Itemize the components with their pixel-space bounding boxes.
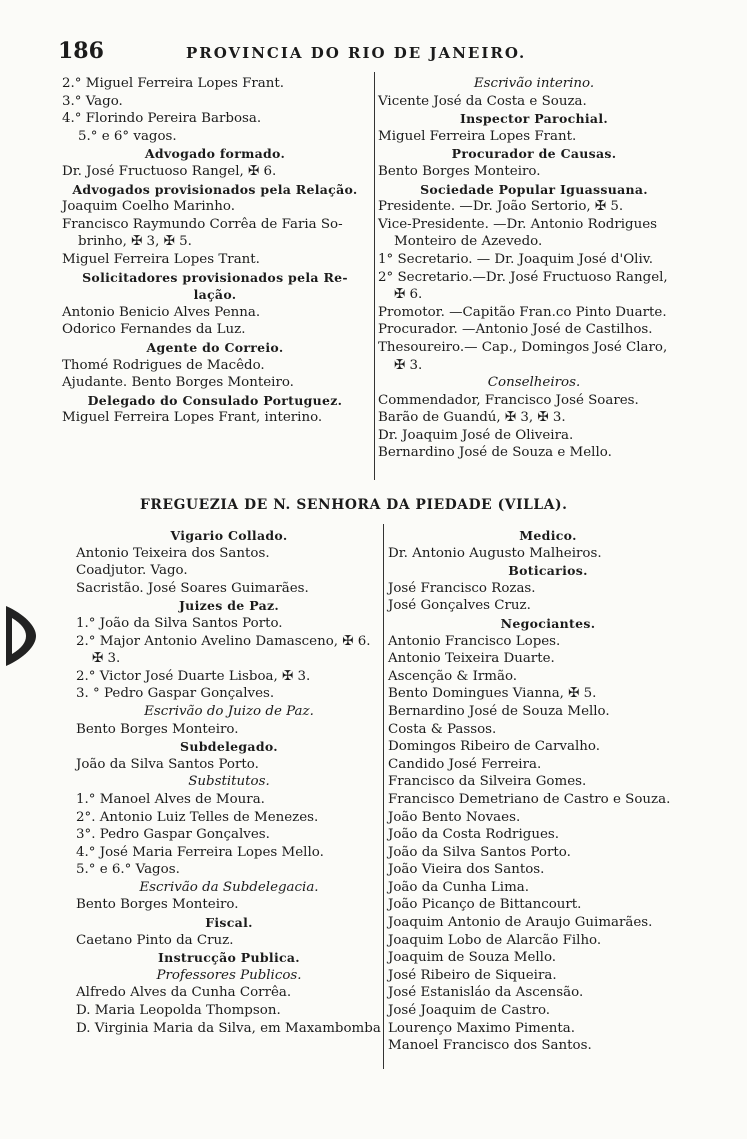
entry-line: José Ribeiro de Siqueira. [388, 967, 557, 983]
entry-line: D. Virginia Maria da Silva, em Maxambomba [76, 1020, 381, 1036]
entry-line: Joaquim Lobo de Alarcão Filho. [388, 932, 602, 948]
entry-line: 3°. Pedro Gaspar Gonçalves. [76, 827, 270, 843]
entry-line: 5.° e 6° vagos. [78, 128, 177, 144]
section-heading: Inspector Parochial. [459, 111, 609, 127]
entry-line: Bento Borges Monteiro. [76, 721, 239, 737]
entry-line: João da Cunha Lima. [388, 879, 530, 895]
entry-line: 4.° Florindo Pereira Barbosa. [62, 111, 262, 127]
entry-line: Commendador, Francisco José Soares. [378, 392, 639, 408]
parish-heading: FREGUEZIA DE N. SENHORA DA PIEDADE (VILLA). [140, 497, 568, 513]
entry-line: José Estanisláo da Ascensão. [388, 985, 584, 1001]
entry-line: Miguel Ferreira Lopes Trant. [62, 251, 260, 267]
section-heading: Juizes de Paz. [178, 598, 280, 614]
entry-line: 4.° José Maria Ferreira Lopes Mello. [76, 844, 324, 860]
entry-line: Thomé Rodrigues de Macêdo. [62, 357, 265, 373]
entry-line: Bento Borges Monteiro. [378, 163, 541, 179]
entry-line: Joaquim Coelho Marinho. [62, 199, 236, 215]
entry-line: Ajudante. Bento Borges Monteiro. [62, 375, 294, 391]
section-heading: Sociedade Popular Iguassuana. [420, 181, 648, 197]
entry-line: 2.° Miguel Ferreira Lopes Frant. [62, 76, 285, 91]
entry-line: João da Silva Santos Porto. [388, 844, 571, 860]
section-heading: Vigario Collado. [170, 528, 288, 543]
page-number: 186 [58, 38, 104, 64]
entry-line: Antonio Francisco Lopes. [388, 633, 561, 649]
subheading: Escrivão do Juizo de Paz. [144, 703, 314, 719]
entry-line: Francisco Raymundo Corrêa de Faria So- [62, 216, 343, 232]
subheading: Escrivão da Subdelegacia. [139, 879, 319, 895]
running-title: PROVINCIA DO RIO DE JANEIRO. [186, 44, 527, 62]
section-heading: Instrucção Publica. [158, 950, 300, 966]
entry-line: Francisco Demetriano de Castro e Souza. [388, 791, 671, 807]
entry-line: Barão de Guandú, ✠ 3, ✠ 3. [378, 410, 566, 426]
page-header [58, 38, 698, 66]
bottom-left-column [76, 527, 382, 1037]
section-heading: Fiscal. [205, 915, 253, 931]
entry-line: D. Maria Leopolda Thompson. [76, 1003, 281, 1019]
entry-line: José Gonçalves Cruz. [388, 598, 531, 614]
entry-line: Dr. Joaquim José de Oliveira. [378, 427, 574, 443]
section-heading: Agente do Correio. [146, 339, 284, 355]
section-heading: Solicitadores provisionados pela Re- [82, 269, 348, 285]
entry-line: Bento Domingues Vianna, ✠ 5. [388, 686, 597, 702]
entry-line: ✠ 3. [92, 651, 121, 667]
entry-line: Bernardino José de Souza e Mello. [378, 445, 612, 461]
entry-line: Francisco da Silveira Gomes. [388, 774, 587, 790]
entry-line: Promotor. —Capitão Fran.co Pinto Duarte. [378, 304, 667, 320]
entry-line: 3. ° Pedro Gaspar Gonçalves. [76, 686, 275, 702]
entry-line: Alfredo Alves da Cunha Corrêa. [76, 985, 292, 1001]
entry-line: 2° Secretario.—Dr. José Fructuoso Rangel, [378, 269, 668, 285]
entry-line: Antonio Teixeira dos Santos. [76, 545, 270, 561]
entry-line: Domingos Ribeiro de Carvalho. [388, 739, 600, 755]
subheading: Conselheiros. [487, 375, 581, 391]
entry-line: brinho, ✠ 3, ✠ 5. [78, 234, 192, 250]
entry-line: 2°. Antonio Luiz Telles de Menezes. [76, 809, 319, 825]
section-heading: Negociantes. [500, 615, 596, 631]
entry-line: 1.° Manoel Alves de Moura. [76, 791, 265, 807]
entry-line: Candido José Ferreira. [388, 756, 542, 772]
binding-mark-icon [2, 600, 38, 670]
entry-line: Procurador. —Antonio José de Castilhos. [378, 322, 653, 338]
entry-line: ✠ 3. [394, 357, 423, 373]
entry-line: João Bento Novaes. [388, 809, 521, 825]
entry-line: José Joaquim de Castro. [388, 1003, 551, 1019]
entry-line: Antonio Benicio Alves Penna. [62, 304, 261, 320]
entry-line: Joaquim Antonio de Araujo Guimarães. [388, 915, 653, 931]
entry-line: Odorico Fernandes da Luz. [62, 322, 246, 338]
subheading: Substitutos. [188, 774, 270, 790]
entry-line: Dr. Antonio Augusto Malheiros. [388, 545, 602, 561]
entry-line: Antonio Teixeira Duarte. [388, 651, 555, 667]
entry-line: Caetano Pinto da Cruz. [76, 932, 234, 948]
section-heading: lação. [193, 287, 237, 303]
section-heading: Boticarios. [508, 563, 588, 579]
entry-line: Ascenção & Irmão. [388, 668, 518, 684]
entry-line: Miguel Ferreira Lopes Frant, interino. [62, 410, 323, 426]
entry-line: João Vieira dos Santos. [388, 862, 545, 878]
entry-line: ✠ 6. [394, 287, 423, 303]
entry-line: Joaquim de Souza Mello. [388, 950, 557, 966]
entry-line: João Picanço de Bittancourt. [388, 897, 582, 913]
entry-line: João da Silva Santos Porto. [76, 756, 259, 772]
section-heading: Procurador de Causas. [451, 146, 617, 162]
entry-line: Presidente. —Dr. João Sertorio, ✠ 5. [378, 199, 624, 215]
top-left-column [62, 75, 368, 427]
entry-line: Sacristão. José Soares Guimarães. [76, 580, 309, 596]
entry-line: João da Costa Rodrigues. [388, 827, 559, 843]
entry-line: Bento Borges Monteiro. [76, 897, 239, 913]
entry-line: Coadjutor. Vago. [76, 563, 188, 579]
entry-line: Vice-Presidente. —Dr. Antonio Rodrigues [378, 216, 658, 232]
entry-line: 2.° Major Antonio Avelino Damasceno, ✠ 6. [76, 633, 371, 649]
entry-line: 1° Secretario. — Dr. Joaquim José d'Oliv. [378, 251, 653, 267]
entry-line: Bernardino José de Souza Mello. [388, 703, 610, 719]
entry-line: Vicente José da Costa e Souza. [378, 93, 587, 109]
entry-line: 5.° e 6.° Vagos. [76, 862, 180, 878]
section-heading: Advogados provisionados pela Relação. [72, 181, 358, 197]
entry-line: José Francisco Rozas. [388, 580, 536, 596]
bottom-right-column [388, 527, 708, 1055]
entry-line: 3.° Vago. [62, 93, 123, 109]
subheading: Professores Publicos. [156, 967, 302, 983]
entry-line: Monteiro de Azevedo. [394, 234, 543, 250]
entry-line: Manoel Francisco dos Santos. [388, 1038, 592, 1054]
entry-line: Costa & Passos. [388, 721, 497, 737]
subheading: Escrivão interino. [473, 76, 595, 91]
section-heading: Subdelegado. [180, 739, 278, 755]
entry-line: Dr. José Fructuoso Rangel, ✠ 6. [62, 163, 277, 179]
entry-line: Lourenço Maximo Pimenta. [388, 1020, 576, 1036]
section-heading: Advogado formado. [144, 146, 286, 162]
column-divider-top [374, 72, 375, 480]
top-right-column [378, 75, 690, 462]
column-divider-bottom [383, 524, 384, 1069]
entry-line: 2.° Victor José Duarte Lisboa, ✠ 3. [76, 668, 311, 684]
entry-line: 1.° João da Silva Santos Porto. [76, 615, 283, 631]
section-heading: Medico. [519, 528, 577, 543]
entry-line: Thesoureiro.— Cap., Domingos José Claro, [378, 339, 668, 355]
section-heading: Delegado do Consulado Portuguez. [87, 392, 343, 408]
entry-line: Miguel Ferreira Lopes Frant. [378, 128, 577, 144]
